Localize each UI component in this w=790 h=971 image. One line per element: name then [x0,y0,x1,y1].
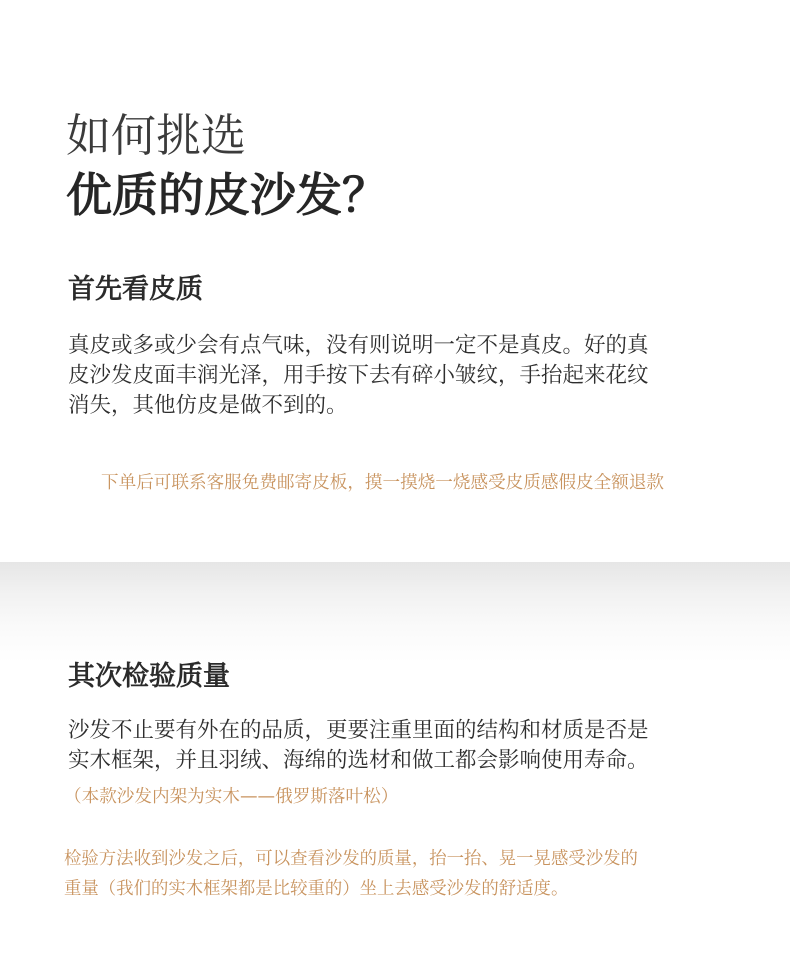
section1-body-line: 消失，其他仿皮是做不到的。 [68,393,348,418]
section2-note-line: 检验方法收到沙发之后，可以查看沙发的质量，抬一抬、晃一晃感受沙发的 [64,849,638,869]
section2-paren-note: （本款沙发内架为实木——俄罗斯落叶松） [64,787,399,807]
section2-note-line: 重量（我们的实木框架都是比较重的）坐上去感受沙发的舒适度。 [64,879,569,899]
page-title-line2: 优质的皮沙发？ [66,168,388,222]
section2-body-line: 实木框架，并且羽绒、海绵的选材和做工都会影响使用寿命。 [68,748,649,773]
section1-body-line: 皮沙发皮面丰润光泽，用手按下去有碎小皱纹，手抬起来花纹 [68,363,649,388]
section2-note [64,844,638,904]
section1-body-line: 真皮或多或少会有点气味，没有则说明一定不是真皮。好的真 [68,333,649,358]
page-title-line1: 如何挑选 [66,109,247,162]
section1-body [68,331,738,421]
section1-note: 下单后可联系客服免费邮寄皮板，摸一摸烧一烧感受皮质感假皮全额退款 [101,473,665,493]
section2-body-line: 沙发不止要有外在的品质，更要注重里面的结构和材质是否是 [68,718,649,743]
section2-body [68,716,738,776]
section1-heading: 首先看皮质 [68,274,203,305]
section2-heading: 其次检验质量 [68,661,230,692]
